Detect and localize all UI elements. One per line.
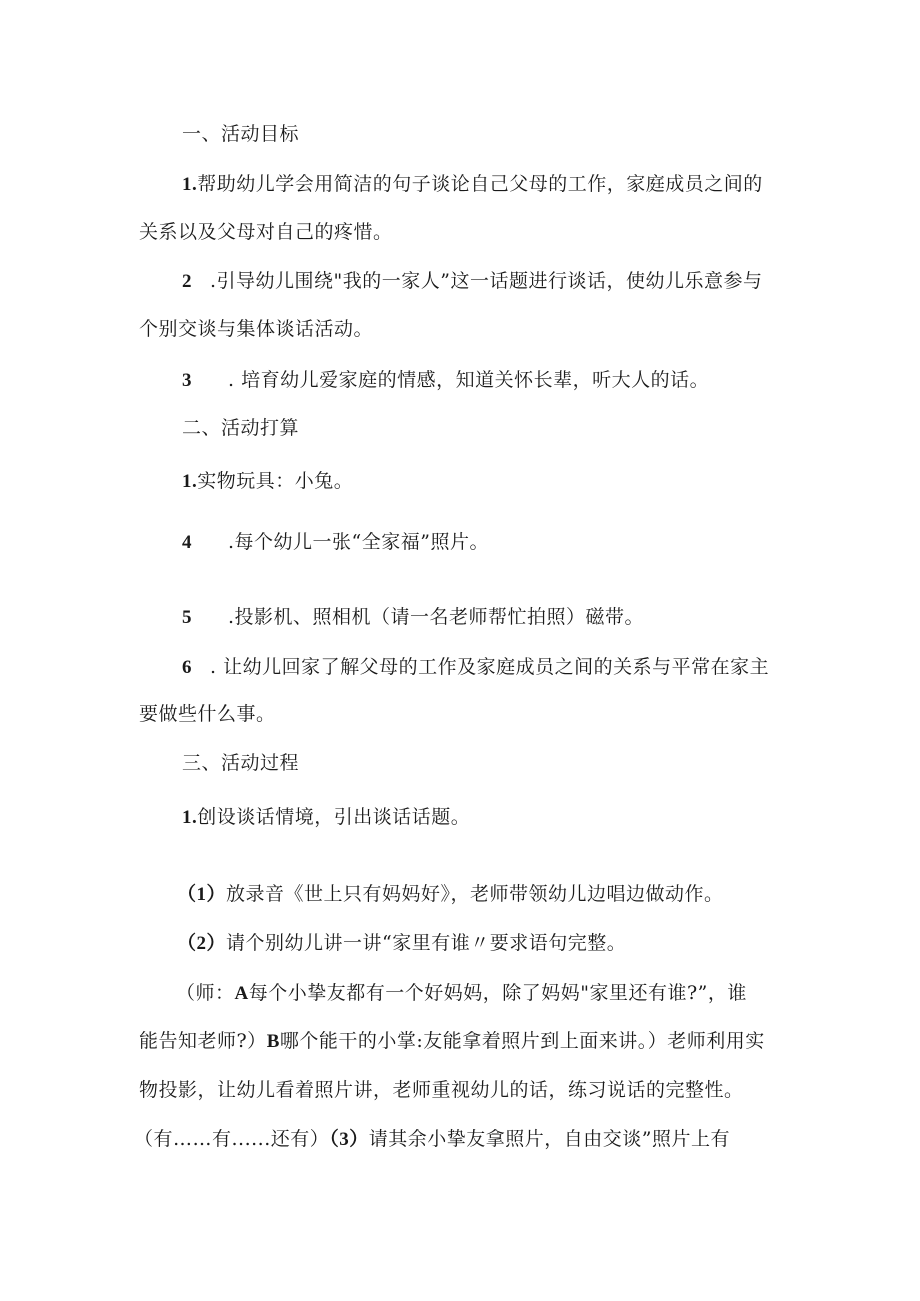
item-text: 个别交谈与集体谈话活动。: [139, 318, 374, 340]
item-text: . 让幼儿回家了解父母的工作及家庭成员之间的关系与平常在家主: [210, 656, 770, 678]
process-para-line-3: [139, 1078, 744, 1102]
item-number: 5: [182, 607, 192, 628]
item-number: 1.: [182, 471, 198, 492]
item-text: 要做些什么事。: [139, 703, 276, 725]
section-heading-process: [182, 751, 299, 775]
item-number: 1.: [182, 174, 198, 195]
item-number: （3）: [329, 1129, 369, 1150]
para-text: 哪个能干的小掌:友能拿着照片到上面来讲。）老师利用实: [279, 1030, 765, 1052]
para-text: 每个小挚友都有一个好妈妈，除了妈妈"家里还有谁?”，谁: [248, 982, 747, 1004]
para-text: 请其余小挚友拿照片，自由交谈”照片上有: [368, 1128, 730, 1150]
label-b: B: [266, 1031, 280, 1052]
prep-item-6: [182, 655, 769, 680]
process-para-line-1: [176, 981, 747, 1006]
prep-item-4: [182, 530, 489, 555]
process-para-line-4: [134, 1127, 730, 1152]
item-text: . 培育幼儿爱家庭的情感，知道关怀长辈，听大人的话。: [228, 369, 710, 391]
goal-item-2: [182, 269, 763, 294]
goal-item-3: [182, 368, 709, 393]
goal-item-2-cont: [139, 317, 373, 341]
prep-item-5: [182, 605, 644, 630]
item-number: （2）: [177, 933, 227, 954]
item-number: 3: [182, 370, 192, 391]
item-text: .每个幼儿一张“全家福”照片。: [228, 531, 489, 553]
item-text: 创设谈话情境，引出谈话话题。: [197, 806, 471, 828]
item-text: 请个别幼儿讲一讲“家里有谁〃要求语句完整。: [226, 932, 627, 954]
item-text: 关系以及父母对自己的疼惜。: [139, 221, 393, 243]
section-heading-prep: [182, 416, 299, 440]
para-text: （有……有......还有）: [134, 1128, 330, 1150]
item-number: 4: [182, 532, 192, 553]
para-text: 物投影，让幼儿看着照片讲，老师重视幼儿的话，练习说话的完整性。: [139, 1079, 744, 1101]
process-sub-1: [177, 882, 724, 907]
heading-text: 一、活动目标: [182, 123, 300, 145]
item-text: 帮助幼儿学会用简洁的句子谈论自己父母的工作，家庭成员之间的: [197, 173, 763, 195]
prep-item-1: [182, 469, 353, 494]
item-number: 6: [182, 657, 192, 678]
item-number: 1.: [182, 807, 198, 828]
goal-item-1: [182, 172, 763, 197]
para-text: （师：: [176, 982, 235, 1004]
item-text: 放录音《世上只有妈妈好》，老师带领幼儿边唱边做动作。: [226, 883, 724, 905]
section-heading-goals: [182, 122, 299, 146]
label-a: A: [234, 983, 249, 1004]
goal-item-1-cont: [139, 220, 393, 244]
process-item-1: [182, 805, 470, 830]
heading-text: 二、活动打算: [182, 417, 300, 439]
heading-text: 三、活动过程: [182, 752, 300, 774]
item-text: .引导幼儿围绕"我的一家人”这一话题进行谈话，使幼儿乐意参与: [210, 270, 763, 292]
item-text: .投影机、照相机（请一名老师帮忙拍照）磁带。: [228, 606, 645, 628]
item-number: （1）: [177, 884, 227, 905]
prep-item-6-cont: [139, 702, 276, 726]
item-number: 2: [182, 271, 192, 292]
process-para-line-2: [139, 1029, 765, 1054]
process-sub-2: [177, 931, 626, 956]
para-text: 能告知老师?）: [139, 1030, 267, 1052]
item-text: 实物玩具：小兔。: [197, 470, 354, 492]
